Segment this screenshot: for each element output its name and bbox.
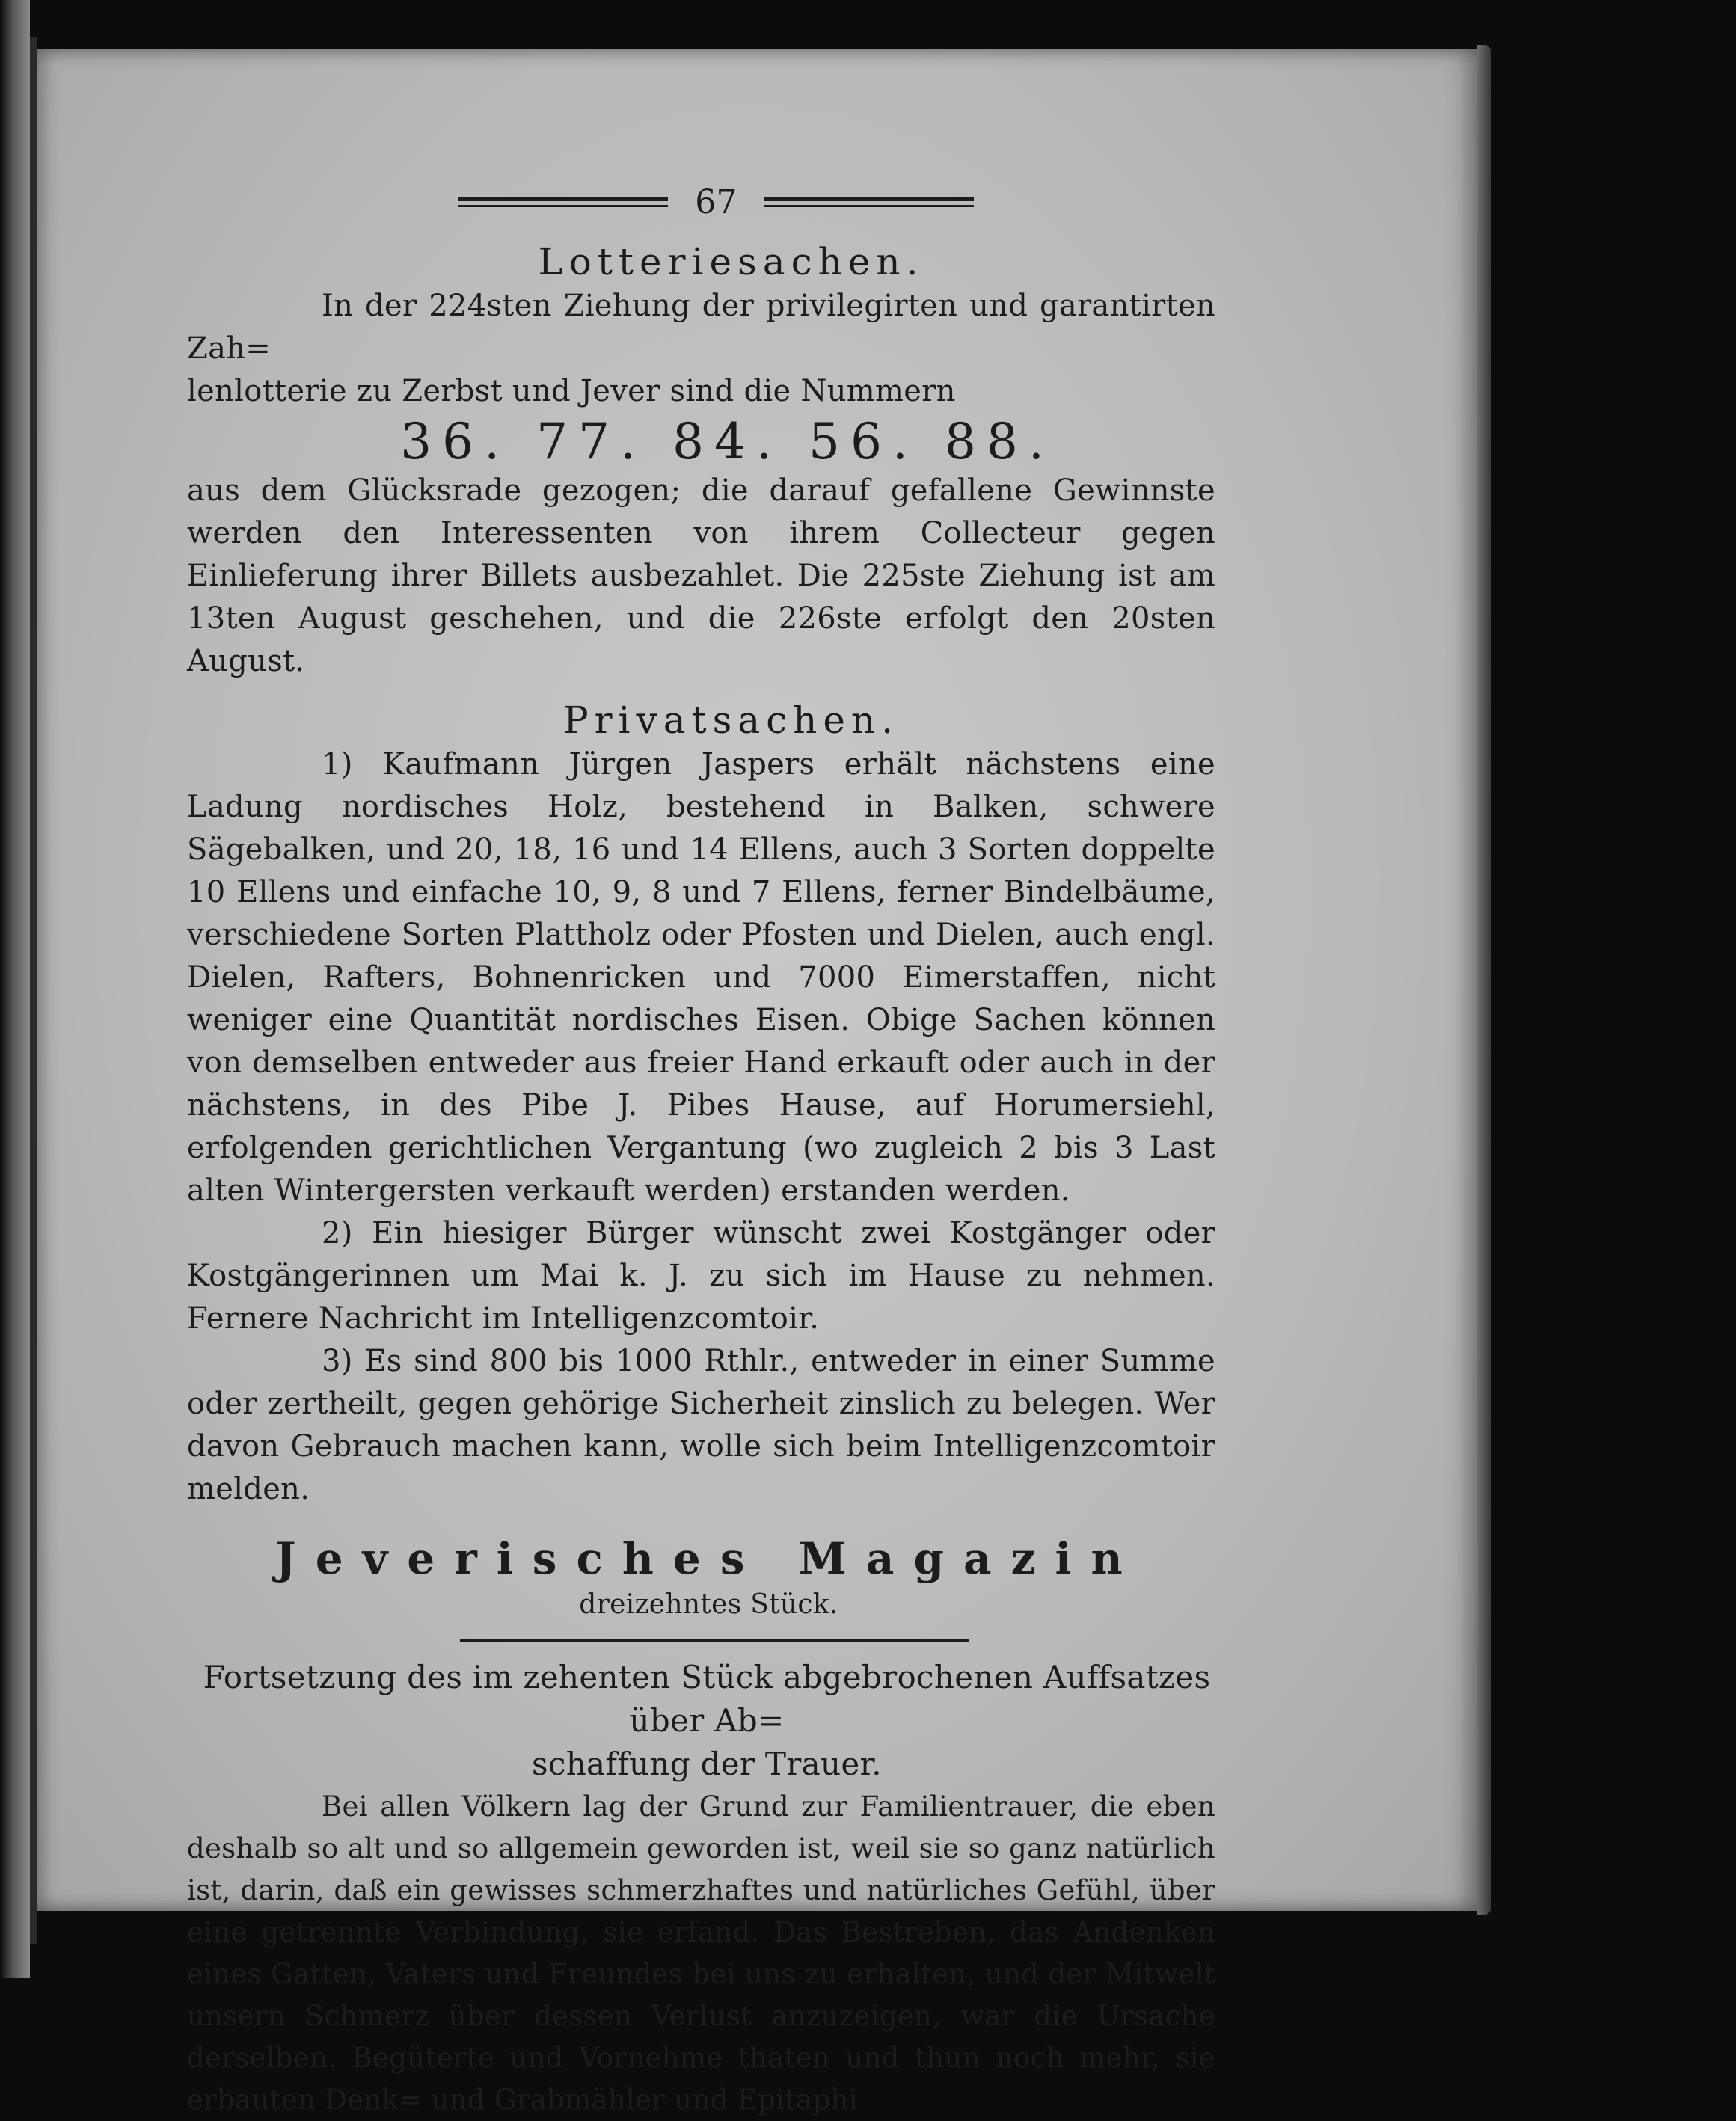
private-item-2: 2) Ein hiesiger Bürger wünscht zwei Kostgänger oder Kostgängerinnen um Mai k. J. zu sich im Hause zu nehmen. Fernere Nachricht im Intelligenzcomtoir.: [187, 1216, 1215, 1336]
book-gutter: [30, 37, 37, 1944]
lottery-body: aus dem Glücksrade gezogen; die darauf gefallene Gewinnste werden den Interessenten von ihrem Collecteur gegen Einlieferung ihrer Billets ausbezahlet. Die 225ste Ziehung ist am 13ten August geschehen, und die 226ste erfolgt den 20sten August.: [187, 473, 1215, 678]
page-header: [217, 179, 1215, 224]
lottery-numbers: 36. 77. 84. 56. 88.: [400, 413, 1055, 470]
magazine-subtitle: dreizehntes Stück.: [579, 1589, 838, 1620]
adjacent-page-edge: [0, 0, 30, 1978]
page-content: [187, 179, 1215, 2121]
header-rule-left: [458, 197, 668, 207]
private-item-1: 1) Kaufmann Jürgen Jaspers erhält nächstens eine Ladung nordisches Holz, bestehend in Balken, schwere Sägebalken, und 20, 18, 16 und 14 Ellens, auch 3 Sorten doppelte 10 Ellens und einfache 10, 9, 8 und 7 Ellens, ferner Bindelbäume, verschiedene Sorten Plattholz oder Pfosten und Dielen, auch engl. Dielen, Rafters, Bohnenricken und 7000 Eimerstaffen, nicht weniger eine Quantität nordisches Eisen. Obige Sachen können von demselben entweder aus freier Hand erkauft oder auch in der nächstens, in des Pibe J. Pibes Hause, auf Horumersiehl, erfolgenden gerichtlichen Vergantung (wo zugleich 2 bis 3 Last alten Wintergersten verkauft werden) erstanden werden.: [187, 747, 1215, 1208]
private-heading: Privatsachen.: [562, 699, 900, 742]
lottery-heading: Lotteriesachen.: [538, 240, 924, 283]
page-stack-edge: [1477, 45, 1491, 1915]
section-divider: [460, 1639, 969, 1642]
lottery-intro-line1: In der 224sten Ziehung der privilegirten und garantirten Zah=: [187, 289, 1215, 366]
private-item-3: 3) Es sind 800 bis 1000 Rthlr., entweder in einer Summe oder zertheilt, gegen gehörige Sicherheit zinslich zu belegen. Wer davon Gebrauch machen kann, wolle sich beim Intelligenzcomtoir melden.: [187, 1344, 1215, 1506]
header-rule-right: [764, 197, 974, 207]
article-body: Bei allen Völkern lag der Grund zur Familientrauer, die eben deshalb so alt und so allgemein geworden ist, weil sie so ganz natürlich ist, darin, daß ein gewisses schmerzhaftes und natürliches Gefühl, über eine getrennte Verbindung, sie erfand. Das Bestreben, das Andenken eines Gatten, Vaters und Freundes bei uns zu erhalten, und der Mitwelt unsern Schmerz über dessen Verlust anzuzeigen, war die Ursache derselben. Begüterte und Vornehme thaten und thun noch mehr, sie erbauten Denk= und Grabmähler und Epitaphi: [187, 1790, 1215, 2116]
article-title-line2: schaffung der Trauer.: [532, 1746, 882, 1782]
page-number: 67: [695, 182, 737, 221]
magazine-title: Jeverisches Magazin: [275, 1533, 1142, 1584]
article-title-line1: Fortsetzung des im zehenten Stück abgebrochenen Auffsatzes über Ab=: [203, 1659, 1211, 1739]
lottery-intro-line2: lenlotterie zu Zerbst und Jever sind die Nummern: [187, 374, 956, 408]
